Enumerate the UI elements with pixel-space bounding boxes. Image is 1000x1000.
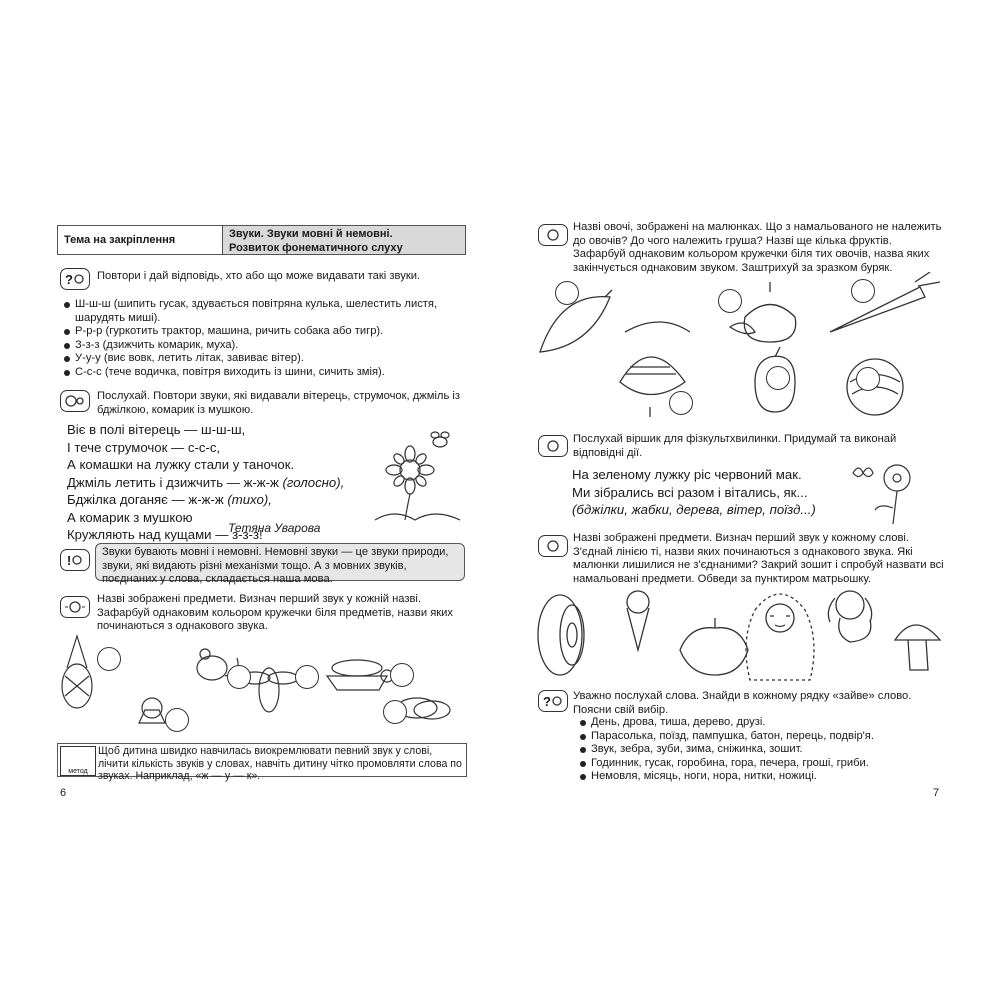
list-item: Годинник, гусак, горобина, гора, печера, гроші, гриби. bbox=[577, 757, 947, 771]
task1-instruction: Назві овочі, зображені на малюнках. Що з намальованого не належить до овочів? До чого належить груша? Назві ще кілька фруктів. Зафарбуй однаковим кольором кружечки біля тих овочів, назва яких закінчується однаковим звуком. Заштрихуй за зразком буряк. bbox=[573, 221, 942, 274]
answer-circle[interactable] bbox=[165, 708, 189, 732]
task2-instruction: Послухай віршик для фізкультхвилинки. Придумай та виконай відповідні дії. bbox=[573, 433, 897, 459]
list-item: З-з-з (дзижчить комарик, муха). bbox=[61, 339, 466, 353]
answer-circle[interactable] bbox=[555, 281, 579, 305]
speak-icon bbox=[60, 596, 90, 618]
words-list bbox=[577, 716, 947, 784]
flower-bee-illustration bbox=[355, 428, 465, 523]
page-number-right: 7 bbox=[933, 787, 940, 799]
poem-line: Ми зібрались всі разом і вітались, як... bbox=[572, 484, 808, 500]
page-number-left: 6 bbox=[60, 787, 67, 799]
info-icon: ! bbox=[60, 549, 90, 571]
answer-circle[interactable] bbox=[669, 391, 693, 415]
task3-instruction: Назві зображені предмети. Визнач перший звук у кожному слові. З'єднай лінією ті, назви яких починаються з однакового звука. Які малюнки лишилися не з'єднаними? Закрий зошит і спробуй назвати всі намальовані предмети. Обведи за пунктиром матрьошку. bbox=[573, 532, 944, 585]
list-item: Ш-ш-ш (шипить гусак, здувається повітряна кулька, шелестить листя, шарудять миші). bbox=[61, 298, 466, 325]
list-item: Немовля, місяць, ноги, нора, нитки, ножиці. bbox=[577, 770, 947, 784]
topic-header bbox=[57, 225, 466, 255]
topic-title-line2: Розвиток фонематичного слуху bbox=[229, 242, 403, 254]
answer-circle[interactable] bbox=[383, 700, 407, 724]
poem-line: (бджілки, жабки, дерева, вітер, поїзд...) bbox=[572, 502, 816, 517]
listen-icon bbox=[60, 390, 90, 412]
topic-label: Тема на закріплення bbox=[58, 226, 223, 254]
objects-illustration bbox=[530, 580, 950, 685]
speak-icon bbox=[538, 435, 568, 457]
question-ear-icon: ? bbox=[538, 690, 568, 712]
answer-circle[interactable] bbox=[766, 366, 790, 390]
poem-line: А комашки на лужку стали у таночок. bbox=[67, 457, 295, 472]
poem-line: І тече струмочок — с-с-с, bbox=[67, 439, 221, 455]
answer-circle[interactable] bbox=[97, 647, 121, 671]
topic-title bbox=[223, 226, 465, 254]
poem-line: Джміль летить і дзижчить — ж-ж-ж (голосно), bbox=[67, 474, 345, 490]
speak-icon bbox=[538, 224, 568, 246]
poem bbox=[67, 421, 377, 544]
list-item: Р-р-р (гуркотить трактор, машина, ричить собака або тигр). bbox=[61, 325, 466, 339]
answer-circle[interactable] bbox=[851, 279, 875, 303]
poem-line: Кружляють над кущами — з-з-з! bbox=[67, 527, 263, 542]
task2-instruction: Послухай. Повтори звуки, які видавали вітерець, струмочок, джміль із бджілкою, комарик із мушкою. bbox=[97, 390, 461, 416]
method-icon: метод bbox=[60, 746, 96, 776]
method-footer bbox=[57, 743, 467, 782]
poem-line: Бджілка доганяє — ж-ж-ж (тихо), bbox=[67, 492, 272, 507]
task3-instruction: Назві зображені предмети. Визнач перший звук у кожній назві. Зафарбуй однаковим кольором кружечки біля предметів, назви яких починаються з однакового звука. bbox=[97, 593, 454, 632]
answer-circle[interactable] bbox=[295, 665, 319, 689]
list-item: Звук, зебра, зуби, зима, сніжинка, зошит. bbox=[577, 743, 947, 757]
speak-icon bbox=[538, 535, 568, 557]
task4-instruction: Уважно послухай слова. Знайди в кожному рядку «зайве» слово. Поясни свій вибір. bbox=[573, 690, 912, 716]
list-item: День, дрова, тиша, дерево, друзі. bbox=[577, 716, 947, 730]
answer-circle[interactable] bbox=[390, 663, 414, 687]
list-item: У-у-у (виє вовк, летить літак, завиває вітер). bbox=[61, 352, 466, 366]
rule-note: Звуки бувають мовні і немовні. Немовні звуки — це звуки природи, звуки, які видають різні механізми тощо. А з мовних звуків, поєднаних у слова, складається наша мова. bbox=[95, 543, 465, 581]
list-item: С-с-с (тече водичка, повітря виходить із шини, сичить змія). bbox=[61, 366, 466, 380]
question-ear-icon: ? bbox=[60, 268, 90, 290]
answer-circle[interactable] bbox=[718, 289, 742, 313]
list-item: Парасолька, поїзд, пампушка, батон, перець, подвір'я. bbox=[577, 730, 947, 744]
poem-line: Віє в полі вітерець — ш-ш-ш, bbox=[67, 422, 246, 437]
task1-instruction: Повтори і дай відповідь, хто або що може видавати такі звуки. bbox=[97, 270, 421, 282]
poppy-illustration bbox=[845, 458, 940, 526]
poem-author: Тетяна Уварова bbox=[228, 521, 321, 535]
method-text: Щоб дитина швидко навчилась виокремлювати певний звук у слові, лічити кількість звуків у словах, навчіть дитину чітко промовляти слова по звуках. Наприклад, «ж — у — к». bbox=[98, 745, 462, 782]
answer-circle[interactable] bbox=[227, 665, 251, 689]
sound-list bbox=[61, 298, 466, 379]
exercise-poem bbox=[572, 466, 862, 519]
answer-circle[interactable] bbox=[856, 367, 880, 391]
topic-title-line1: Звуки. Звуки мовні й немовні. bbox=[229, 228, 393, 240]
poem-line: На зеленому лужку ріс червоний мак. bbox=[572, 467, 802, 482]
poem-line: А комарик з мушкою bbox=[67, 509, 193, 525]
